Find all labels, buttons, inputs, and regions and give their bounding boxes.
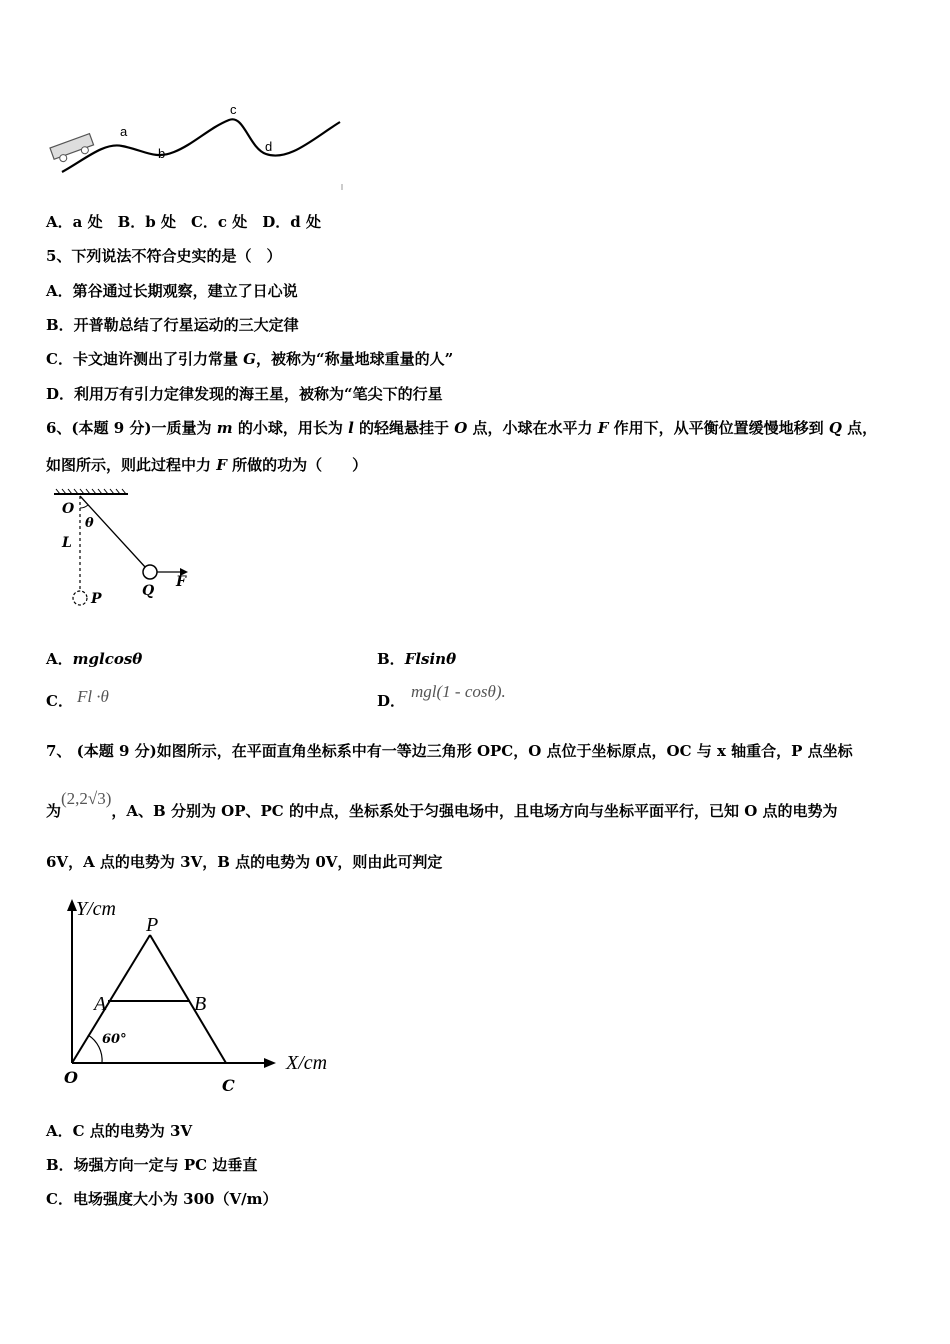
ball-p	[73, 591, 87, 605]
q6-s5: 作用下，从平衡位置缓慢地移到	[608, 419, 829, 437]
ball-q	[143, 565, 157, 579]
label-theta: θ	[85, 516, 94, 531]
q6-d-value: mgl(1 - cosθ).	[411, 682, 506, 701]
q6-stem-line1	[46, 417, 877, 438]
label-Q: Q	[142, 583, 155, 599]
label-B: B	[194, 993, 207, 1015]
q5-c-G: G	[243, 350, 256, 368]
track-figure	[44, 98, 354, 193]
q6-F2: F	[216, 456, 227, 474]
q6-a-value: mglcosθ	[72, 650, 143, 668]
q7-stem-line3: 6V，A 点的电势为 3V，B 点的电势为 0V，则由此可判定	[46, 853, 443, 871]
label-P7: P	[146, 914, 159, 936]
q6-option-c	[46, 687, 109, 711]
q6-s2: 的小球，用长为	[232, 419, 349, 437]
q7-option-c: C．电场强度大小为 300（V/m）	[46, 1190, 278, 1208]
q6-a-label: A．	[46, 650, 73, 668]
q7-l2-suffix: ，A、B 分别为 OP、PC 的中点，坐标系处于匀强电场中，且电场方向与坐标平面平行，已知 O 点的电势为	[111, 802, 838, 820]
label-xaxis: X/cm	[286, 1052, 328, 1074]
q6-m: m	[216, 419, 233, 437]
label-L: L	[62, 535, 72, 551]
q6-s1: 6、(本题 9 分)一质量为	[46, 419, 217, 437]
label-F: F	[176, 574, 186, 590]
label-P: P	[91, 591, 102, 607]
q7-l2-prefix: 为	[46, 802, 62, 820]
q6-l: l	[348, 419, 354, 437]
q7-coord: (2,2√3)	[61, 789, 112, 808]
q5-c-prefix: C．卡文迪许测出了引力常量	[46, 350, 244, 368]
q6-option-b	[377, 648, 456, 669]
q7-stem-line2	[46, 789, 838, 821]
label-O: O	[62, 501, 75, 517]
q7-option-a: A．C 点的电势为 3V	[46, 1122, 193, 1140]
q6-s3: 的轻绳悬挂于	[353, 419, 455, 437]
q6-d-label: D．	[377, 692, 406, 710]
label-b: b	[158, 146, 166, 161]
q5-option-a: A．第谷通过长期观察，建立了日心说	[46, 282, 298, 300]
label-O7: O	[64, 1068, 78, 1087]
q6-F: F	[597, 419, 609, 437]
q6-b-value: Flsinθ	[404, 650, 457, 668]
label-yaxis: Y/cm	[76, 898, 116, 920]
q6-l2b: 所做的功为（ ）	[226, 456, 368, 474]
label-A: A	[94, 993, 107, 1015]
label-angle: 60°	[102, 1032, 127, 1047]
q5-option-d: D．利用万有引力定律发现的海王星，被称为“笔尖下的行星	[46, 385, 443, 403]
label-d: d	[265, 139, 273, 154]
triangle-figure	[58, 893, 358, 1103]
pendulum-figure	[46, 486, 206, 611]
q6-option-d	[377, 682, 506, 711]
q5-option-b: B．开普勒总结了行星运动的三大定律	[46, 316, 299, 334]
q4-options: A．a 处 B．b 处 C．c 处 D．d 处	[46, 213, 321, 231]
q7-option-b: B．场强方向一定与 PC 边垂直	[46, 1156, 258, 1174]
q5-c-suffix: ，被称为“称量地球重量的人”	[255, 350, 454, 368]
q6-b-label: B．	[377, 650, 405, 668]
q6-O: O	[454, 419, 468, 437]
q6-c-value: Fl ·θ	[76, 687, 109, 706]
q6-c-label: C．	[46, 692, 73, 710]
q6-s4: 点，小球在水平力	[467, 419, 598, 437]
label-C: C	[222, 1076, 235, 1095]
q6-stem-line2	[46, 454, 367, 475]
q6-option-a	[46, 648, 142, 669]
label-c: c	[230, 102, 237, 117]
q6-Q: Q	[828, 419, 842, 437]
track-curve	[62, 119, 340, 172]
q6-s6: 点，	[841, 419, 878, 437]
q5-option-c	[46, 348, 453, 369]
label-a: a	[120, 124, 128, 139]
q6-l2a: 如图所示，则此过程中力	[46, 456, 217, 474]
q7-stem-line1: 7、 (本题 9 分)如图所示，在平面直角坐标系中有一等边三角形 OPC，O 点位于坐标原点，OC 与 x 轴重合，P 点坐标	[46, 742, 853, 760]
car-icon	[50, 134, 95, 165]
q5-stem: 5、下列说法不符合史实的是（ ）	[46, 247, 282, 265]
